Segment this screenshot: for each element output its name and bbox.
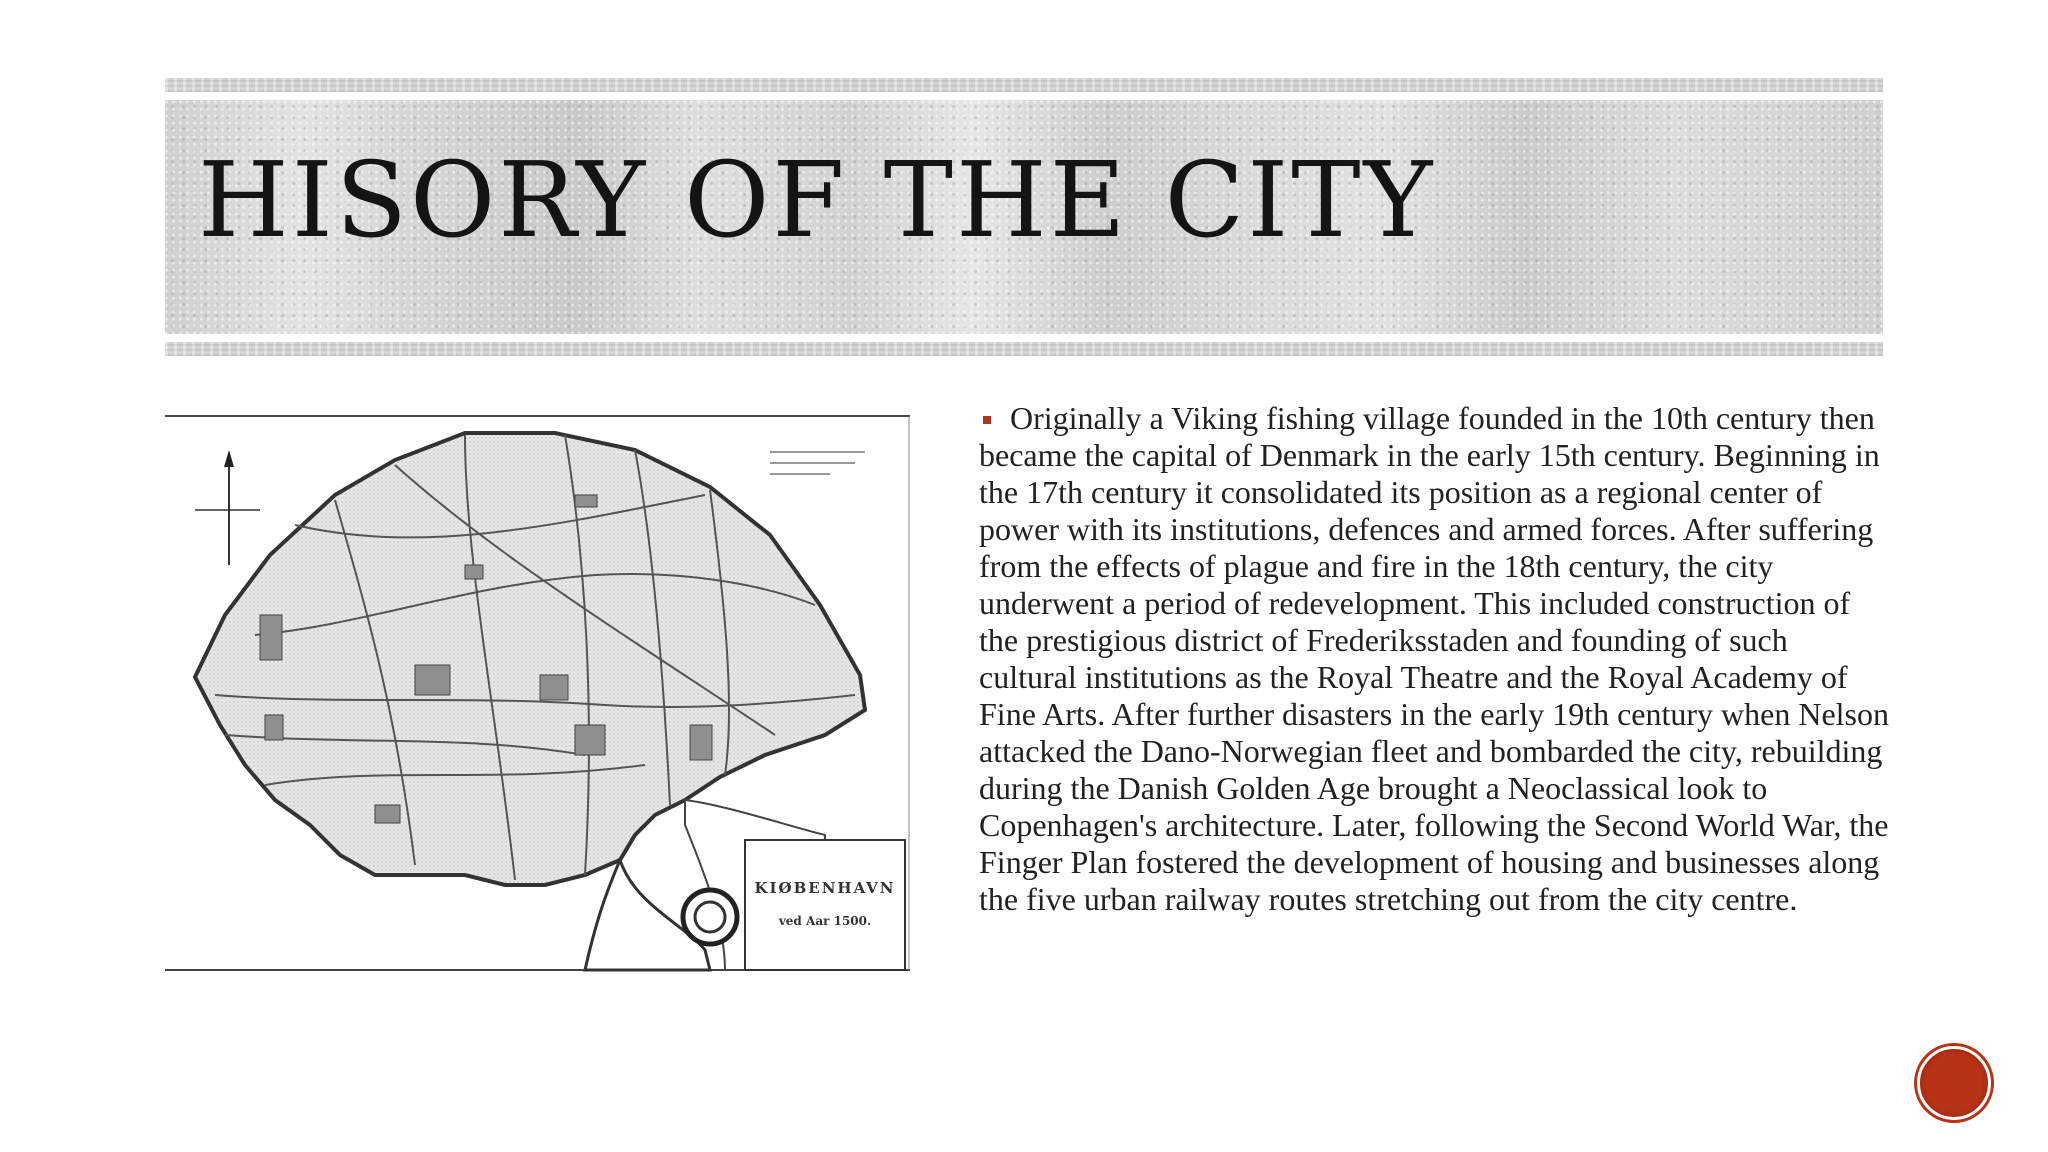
bullet-item (979, 400, 1889, 918)
slide-title: HISORY OF THE CITY (198, 139, 1436, 261)
map-cartouche-title: KIØBENHAVN (754, 879, 896, 897)
title-banner-bottom-strip (165, 342, 1883, 356)
map-cartouche-subtitle: ved Aar 1500. (778, 914, 872, 928)
next-slide-button[interactable] (1917, 1046, 1991, 1120)
title-banner-top-strip (165, 78, 1883, 92)
bullet-text: Originally a Viking fishing village founded in the 10th century then became the capital of Denmark in the early 15th century. Beginning in the 17th century it consolidated its position as a regional center of power with its institutions, defences and armed forces. After suffering from the effects of plague and fire in the 18th century, the city underwent a period of redevelopment. This included construction of the prestigious district of Frederiksstaden and founding of such cultural institutions as the Royal Theatre and the Royal Academy of Fine Arts. After further disasters in the early 19th century when Nelson attacked the Dano-Norwegian fleet and bombarded the city, rebuilding during the Danish Golden Age brought a Neoclassical look to Copenhagen's architecture. Later, following the Second World War, the Finger Plan fostered the development of housing and businesses along the five urban railway routes stretching out from the city centre. (979, 400, 1889, 917)
square-bullet-icon (983, 416, 991, 424)
content-bullet-list (979, 400, 1889, 918)
historic-city-map-image (165, 405, 910, 978)
